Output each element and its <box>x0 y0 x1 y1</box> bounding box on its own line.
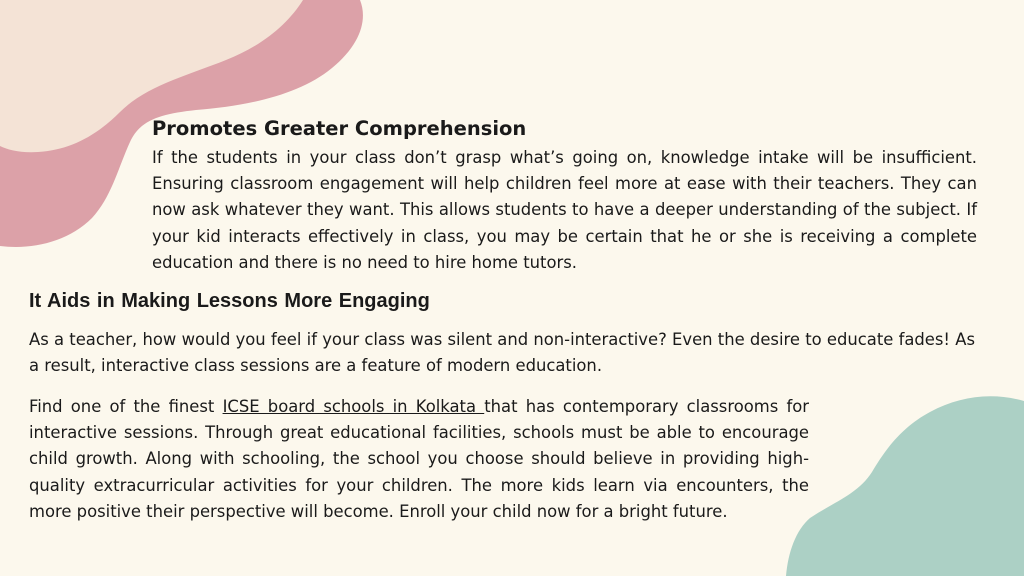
section-heading-comprehension: Promotes Greater Comprehension <box>152 117 527 140</box>
paragraph-find-school <box>29 394 809 525</box>
section-heading-engaging-lessons: It Aids in Making Lessons More Engaging <box>29 290 430 312</box>
teal-blob-bottom-right <box>786 396 1024 576</box>
icse-schools-link[interactable]: ICSE board schools in Kolkata <box>222 397 485 416</box>
paragraph-interactive-sessions: As a teacher, how would you feel if your class was silent and non-interactive? Even the desire to educate fades! As a result, interactive class sessions are a feature of modern education. <box>29 330 975 376</box>
paragraph-comprehension: If the students in your class don’t grasp what’s going on, knowledge intake will be insufficient. Ensuring classroom engagement will help children feel more at ease with their teachers. They can now ask whatever they want. This allows students to have a deeper understanding of the subject. If your kid interacts effectively in class, you may be certain that he or she is receiving a complete education and there is no need to hire home tutors. <box>152 148 977 272</box>
paragraph-find-school-rest: that has contemporary classrooms for interactive sessions. Through great educational facilities, schools must be able to encourage child growth. Along with schooling, the school you choose should believe in providing high-quality extracurricular activities for your children. The more kids learn via encounters, the more positive their perspective will become. Enroll your child now for a bright future. <box>29 397 810 521</box>
paragraph-find-school-intro: Find one of the finest <box>29 397 223 416</box>
